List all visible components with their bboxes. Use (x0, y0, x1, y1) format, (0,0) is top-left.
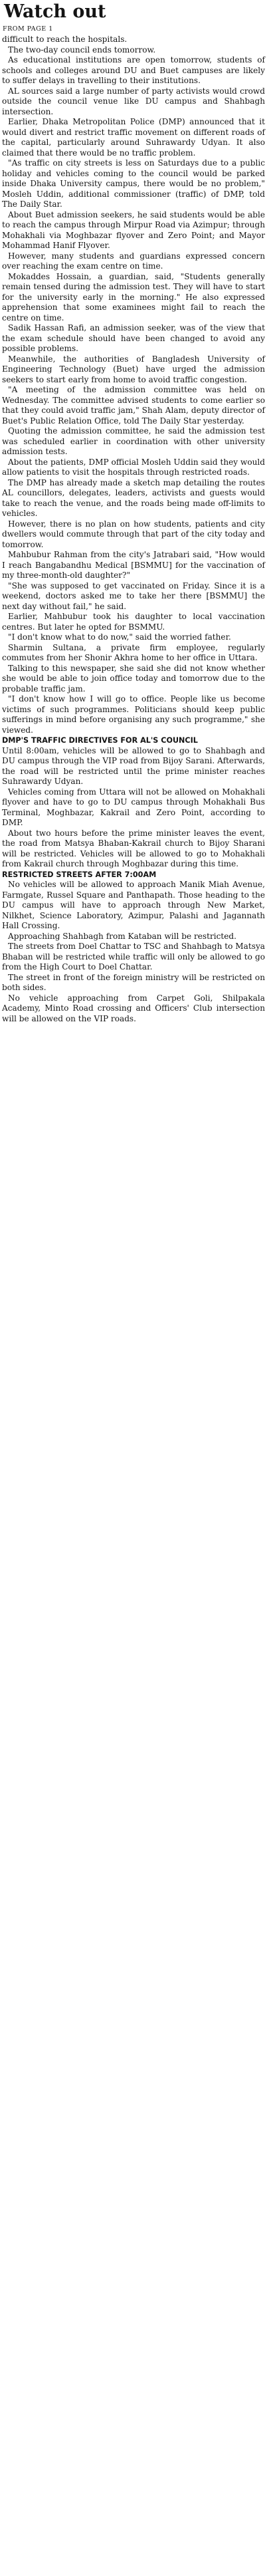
subheading: DMP'S TRAFFIC DIRECTIVES FOR AL'S COUNCIL (2, 736, 198, 745)
paragraph: Approaching Shahbagh from Kataban will be restricted. (8, 931, 237, 941)
paragraph: About the patients, DMP official Mosleh Uddin said they would allow patients to visit the hospitals through restricted roads. (2, 457, 265, 477)
paragraph: No vehicle approaching from Carpet Goli, Shilpakala Academy, Minto Road crossing and Officers' Club intersection will be allowed on the VIP roads. (2, 993, 265, 1023)
headline: Watch out (4, 1, 106, 22)
subheading: RESTRICTED STREETS AFTER 7:00AM (2, 870, 157, 879)
paragraph: No vehicles will be allowed to approach Manik Miah Avenue, Farmgate, Russel Square and Panthapath. Those heading to the DU campus will have to approach through New Market, Nilkhet, Science Laboratory, Azimpur, Palashi and Jagannath Hall Crossing. (2, 880, 265, 930)
article-body (2, 35, 265, 1024)
paragraph: Talking to this newspaper, she said she did not know whether she would be able to join office today and tomorrow due to the probable traffic jam. (2, 663, 265, 694)
paragraph: Earlier, Dhaka Metropolitan Police (DMP) announced that it would divert and restrict traffic movement on different roads of the capital, particularly around Suhrawardy Udyan. It also claimed that there would be no traffic problem. (2, 117, 265, 158)
continuation-kicker: FROM PAGE 1 (3, 25, 53, 33)
paragraph: Meanwhile, the authorities of Bangladesh University of Engineering Technology (Buet) have urged the admission seekers to start early from home to avoid traffic congestion. (2, 354, 265, 384)
paragraph: Sadik Hassan Rafi, an admission seeker, was of the view that the exam schedule should have been changed to avoid any possible problems. (2, 323, 265, 353)
paragraph: "She was supposed to get vaccinated on Friday. Since it is a weekend, doctors asked me to take her there [BSMMU] the next day without fail," he said. (2, 580, 265, 611)
paragraph: "As traffic on city streets is less on Saturdays due to a public holiday and vehicles coming to the council would be parked inside Dhaka University campus, there would be no problem," Mosleh Uddin, additional commissioner (traffic) of DMP, told The Daily Star. (2, 158, 265, 209)
paragraph: Quoting the admission committee, he said the admission test was scheduled earlier in coordination with other university admission tests. (2, 426, 265, 456)
paragraph: "I don't know what to do now," said the worried father. (8, 632, 231, 642)
paragraph: AL sources said a large number of party activists would crowd outside the council venue like DU campus and Shahbagh intersection. (2, 86, 265, 116)
paragraph: Earlier, Mahbubur took his daughter to local vaccination centres. But later he opted for BSMMU. (2, 612, 265, 632)
paragraph: difficult to reach the hospitals. (2, 35, 128, 44)
paragraph: However, there is no plan on how students, patients and city dwellers would commute through that part of the city today and tomorrow. (2, 519, 265, 549)
paragraph: However, many students and guardians expressed concern over reaching the exam centre on time. (2, 251, 265, 271)
paragraph: About two hours before the prime minister leaves the event, the road from Matsya Bhaban-Kakrail church to Bijoy Sharani will be restricted. Vehicles will be allowed to go to Mohakhali from Kakrail church through Moghbazar during this time. (2, 828, 265, 868)
paragraph: The street in front of the foreign ministry will be restricted on both sides. (2, 972, 265, 992)
paragraph: Until 8:00am, vehicles will be allowed to go to Shahbagh and DU campus through the VIP road from Bijoy Sarani. Afterwards, the road will be restricted until the prime minister reaches Suhrawardy Udyan. (2, 745, 265, 786)
paragraph: Sharmin Sultana, a private firm employee, regularly commutes from her Shonir Akhra home to her office in Uttara. (2, 642, 265, 662)
paragraph: Mokaddes Hossain, a guardian, said, "Students generally remain tensed during the admission test. They will have to start for the university early in the morning." He also expressed apprehension that some examinees might fail to reach the centre on time. (2, 271, 265, 322)
paragraph: Mahbubur Rahman from the city's Jatrabari said, "How would I reach Bangabandhu Medical [BSMMU] for the vaccination of my three-month-old daughter?" (2, 550, 265, 580)
paragraph: About Buet admission seekers, he said students would be able to reach the campus through Mirpur Road via Azimpur; through Mohakhali via Moghbazar flyover and Zero Point; and Mayor Mohammad Hanif Flyover. (2, 209, 265, 250)
paragraph: The two-day council ends tomorrow. (8, 45, 156, 55)
article (0, 0, 267, 1024)
paragraph: The DMP has already made a sketch map detailing the routes AL councillors, delegates, leaders, activists and guests would take to reach the venue, and the roads being made off-limits to vehicles. (2, 477, 265, 518)
paragraph: "A meeting of the admission committee was held on Wednesday. The committee advised students to come earlier so that they could avoid traffic jam," Shah Alam, deputy director of Buet's Public Relation Office, told The Daily Star yesterday. (2, 385, 265, 426)
paragraph: Vehicles coming from Uttara will not be allowed on Mohakhali flyover and have to go to DU campus through Mohakhali Bus Terminal, Moghbazar, Kakrail and Zero Point, according to DMP. (2, 787, 265, 827)
paragraph: "I don't know how I will go to office. People like us become victims of such programmes. Politicians should keep public sufferings in mind before organising any such programme," she viewed. (2, 694, 265, 735)
paragraph: The streets from Doel Chattar to TSC and Shahbagh to Matsya Bhaban will be restricted while traffic will only be allowed to go from the High Court to Doel Chattar. (2, 942, 265, 971)
paragraph: As educational institutions are open tomorrow, students of schools and colleges around DU and Buet campuses are likely to suffer delays in travelling to their institutions. (2, 55, 265, 85)
